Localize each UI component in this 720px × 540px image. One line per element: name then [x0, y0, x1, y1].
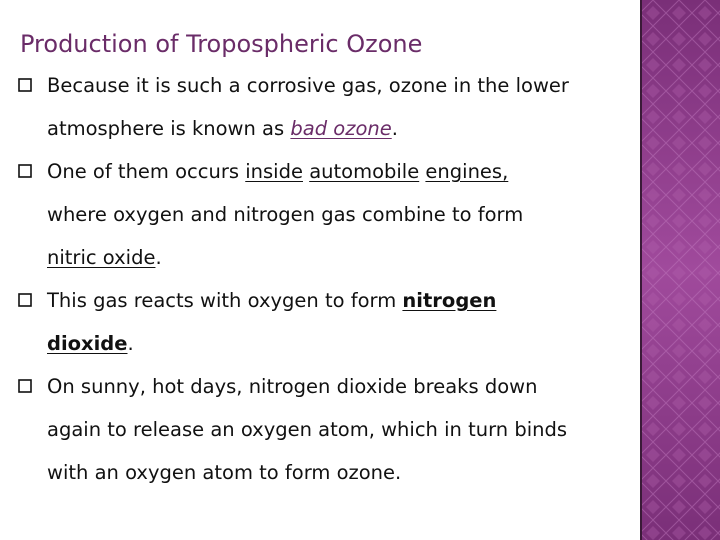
- bullet-item: [18, 150, 610, 279]
- slide-title: Production of Tropospheric Ozone: [20, 30, 423, 58]
- text-segment: atmosphere is known as: [47, 117, 291, 140]
- bullet-item: [18, 279, 610, 365]
- bullet-line: [47, 365, 610, 408]
- word: with: [200, 289, 242, 312]
- key-term: engines,: [425, 160, 509, 183]
- sidebar-edge: [640, 0, 642, 540]
- word: form: [350, 289, 397, 312]
- word: nitrogen: [233, 203, 316, 226]
- bullet-line: Because it is such a corrosive gas, ozone in the lower: [47, 74, 569, 97]
- key-term: bad ozone: [290, 117, 392, 140]
- diamond-pattern: [640, 0, 720, 540]
- bullet-list: [18, 64, 610, 494]
- word: gas: [93, 289, 128, 312]
- bullet-line: [47, 107, 610, 150]
- bullet-line: with an oxygen atom to form ozone.: [47, 461, 402, 484]
- bullet-line: [47, 322, 610, 365]
- word: days,: [190, 375, 243, 398]
- word: combine: [361, 203, 446, 226]
- word: oxygen: [247, 289, 319, 312]
- word: sunny,: [80, 375, 146, 398]
- word: of: [92, 160, 112, 183]
- word: oxygen: [113, 203, 185, 226]
- checkbox-square-icon: [18, 293, 32, 307]
- bullet-line: again to release an oxygen atom, which in turn binds: [47, 418, 568, 441]
- word: reacts: [133, 289, 194, 312]
- word: down: [484, 375, 538, 398]
- word: breaks: [413, 375, 479, 398]
- text-segment: .: [127, 332, 134, 355]
- word: nitrogen: [248, 375, 331, 398]
- word: One: [47, 160, 87, 183]
- key-term: dioxide: [47, 332, 128, 355]
- bullet-line: [47, 236, 610, 279]
- word: form: [477, 203, 524, 226]
- checkbox-square-icon: [18, 78, 32, 92]
- word: them: [117, 160, 169, 183]
- text-segment: .: [391, 117, 398, 140]
- key-term: inside: [245, 160, 303, 183]
- bullet-line: [47, 279, 610, 322]
- word: to: [324, 289, 345, 312]
- checkbox-square-icon: [18, 379, 32, 393]
- word: where: [47, 203, 107, 226]
- word: gas: [321, 203, 356, 226]
- key-term: nitrogen: [402, 289, 497, 312]
- word: and: [190, 203, 228, 226]
- word: dioxide: [336, 375, 408, 398]
- checkbox-square-icon: [18, 164, 32, 178]
- bullet-line: [47, 193, 610, 236]
- bullet-item: [18, 365, 610, 494]
- word: hot: [152, 375, 185, 398]
- bullet-item: [18, 64, 610, 150]
- word: to: [451, 203, 472, 226]
- word: This: [47, 289, 87, 312]
- word: On: [47, 375, 75, 398]
- bullet-line: [47, 150, 610, 193]
- decorative-sidebar: [640, 0, 720, 540]
- key-term: automobile: [309, 160, 420, 183]
- word: occurs: [175, 160, 240, 183]
- text-segment: .: [155, 246, 162, 269]
- key-term: nitric oxide: [47, 246, 156, 269]
